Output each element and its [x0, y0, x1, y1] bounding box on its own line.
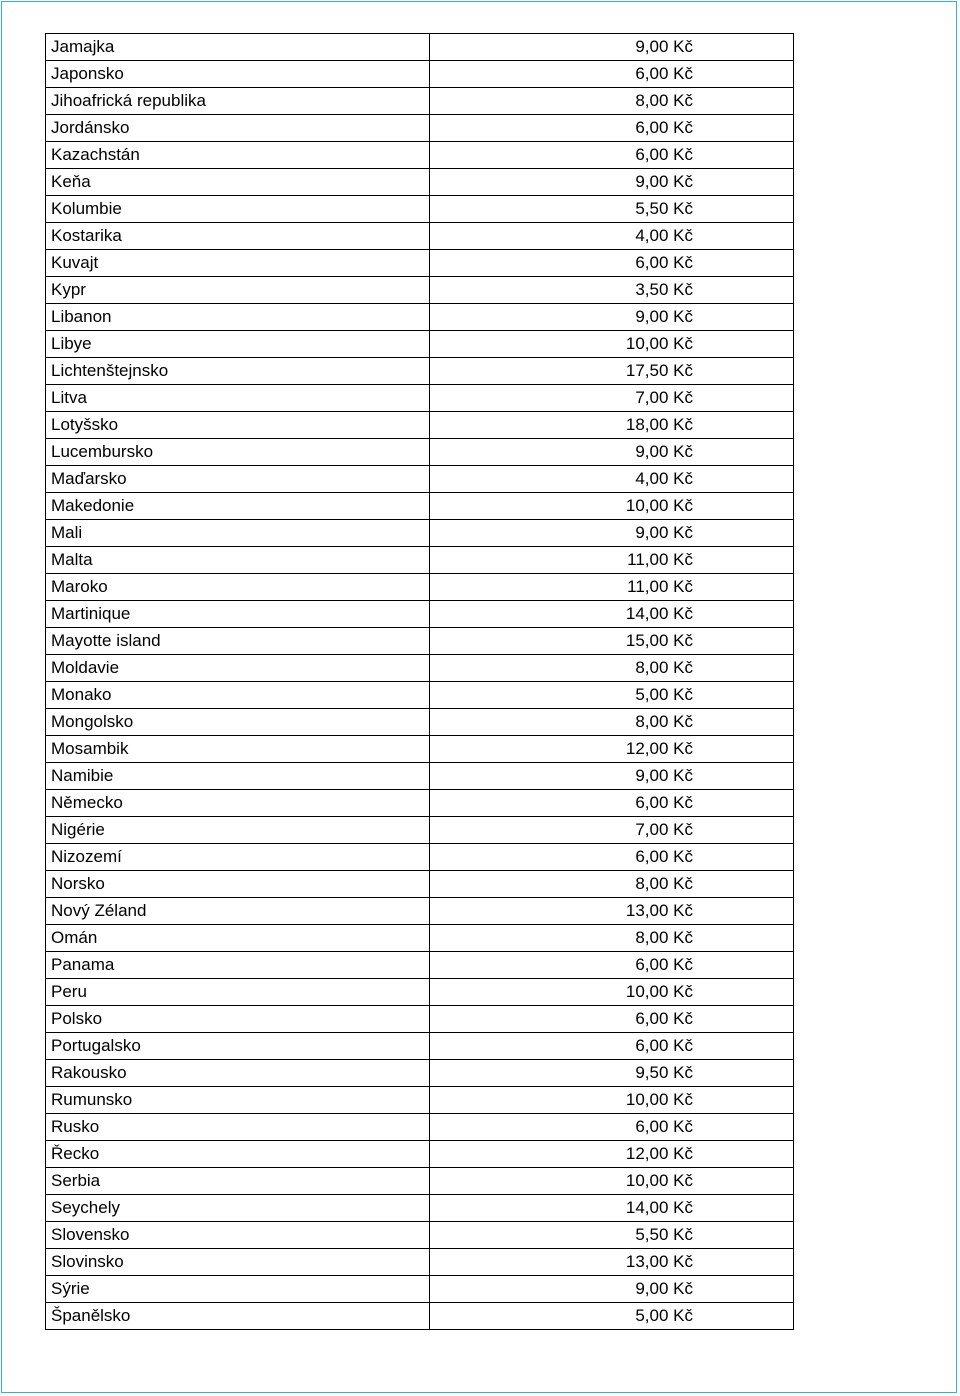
country-cell: Malta	[46, 547, 430, 574]
country-cell: Rumunsko	[46, 1087, 430, 1114]
price-cell: 9,00 Kč	[430, 439, 794, 466]
table-row	[46, 1276, 794, 1303]
country-cell: Serbia	[46, 1168, 430, 1195]
table-row	[46, 412, 794, 439]
table-row	[46, 979, 794, 1006]
price-cell: 10,00 Kč	[430, 979, 794, 1006]
table-row	[46, 358, 794, 385]
table-row	[46, 142, 794, 169]
price-cell: 14,00 Kč	[430, 1195, 794, 1222]
table-row	[46, 1114, 794, 1141]
table-row	[46, 628, 794, 655]
price-cell: 17,50 Kč	[430, 358, 794, 385]
table-row	[46, 1033, 794, 1060]
country-cell: Lotyšsko	[46, 412, 430, 439]
table-row	[46, 1060, 794, 1087]
price-cell: 6,00 Kč	[430, 1114, 794, 1141]
country-cell: Omán	[46, 925, 430, 952]
table-row	[46, 817, 794, 844]
country-cell: Rakousko	[46, 1060, 430, 1087]
price-cell: 15,00 Kč	[430, 628, 794, 655]
country-cell: Seychely	[46, 1195, 430, 1222]
country-cell: Německo	[46, 790, 430, 817]
price-cell: 11,00 Kč	[430, 547, 794, 574]
country-cell: Mosambik	[46, 736, 430, 763]
country-cell: Rusko	[46, 1114, 430, 1141]
country-cell: Kostarika	[46, 223, 430, 250]
country-cell: Makedonie	[46, 493, 430, 520]
table-row	[46, 304, 794, 331]
table-row	[46, 493, 794, 520]
table-row	[46, 1168, 794, 1195]
price-cell: 4,00 Kč	[430, 223, 794, 250]
country-cell: Norsko	[46, 871, 430, 898]
country-cell: Jamajka	[46, 34, 430, 61]
table-row	[46, 1195, 794, 1222]
price-cell: 6,00 Kč	[430, 1033, 794, 1060]
price-cell: 12,00 Kč	[430, 736, 794, 763]
price-cell: 8,00 Kč	[430, 709, 794, 736]
country-cell: Kuvajt	[46, 250, 430, 277]
price-cell: 6,00 Kč	[430, 790, 794, 817]
table-row	[46, 844, 794, 871]
price-table-body	[46, 34, 794, 1330]
country-cell: Jihoafrická republika	[46, 88, 430, 115]
country-cell: Polsko	[46, 1006, 430, 1033]
price-cell: 7,00 Kč	[430, 385, 794, 412]
table-row	[46, 736, 794, 763]
table-row	[46, 331, 794, 358]
table-row	[46, 223, 794, 250]
price-cell: 7,00 Kč	[430, 817, 794, 844]
table-row	[46, 952, 794, 979]
table-row	[46, 277, 794, 304]
price-cell: 10,00 Kč	[430, 1168, 794, 1195]
country-cell: Španělsko	[46, 1303, 430, 1330]
price-cell: 6,00 Kč	[430, 250, 794, 277]
country-cell: Martinique	[46, 601, 430, 628]
table-row	[46, 871, 794, 898]
table-row	[46, 520, 794, 547]
country-cell: Libanon	[46, 304, 430, 331]
price-cell: 5,00 Kč	[430, 682, 794, 709]
price-cell: 10,00 Kč	[430, 331, 794, 358]
country-cell: Kypr	[46, 277, 430, 304]
price-cell: 8,00 Kč	[430, 871, 794, 898]
price-cell: 8,00 Kč	[430, 88, 794, 115]
country-cell: Nizozemí	[46, 844, 430, 871]
country-cell: Libye	[46, 331, 430, 358]
table-row	[46, 169, 794, 196]
price-cell: 10,00 Kč	[430, 493, 794, 520]
country-cell: Japonsko	[46, 61, 430, 88]
table-row	[46, 1249, 794, 1276]
price-cell: 10,00 Kč	[430, 1087, 794, 1114]
country-cell: Moldavie	[46, 655, 430, 682]
price-cell: 9,00 Kč	[430, 763, 794, 790]
table-row	[46, 682, 794, 709]
country-cell: Mayotte island	[46, 628, 430, 655]
table-row	[46, 898, 794, 925]
country-cell: Maďarsko	[46, 466, 430, 493]
country-cell: Litva	[46, 385, 430, 412]
country-cell: Lichtenštejnsko	[46, 358, 430, 385]
table-row	[46, 196, 794, 223]
price-cell: 6,00 Kč	[430, 952, 794, 979]
country-cell: Kolumbie	[46, 196, 430, 223]
price-cell: 5,50 Kč	[430, 196, 794, 223]
country-cell: Slovensko	[46, 1222, 430, 1249]
country-cell: Panama	[46, 952, 430, 979]
table-row	[46, 1303, 794, 1330]
country-cell: Řecko	[46, 1141, 430, 1168]
table-row	[46, 466, 794, 493]
price-cell: 9,00 Kč	[430, 34, 794, 61]
price-cell: 6,00 Kč	[430, 61, 794, 88]
table-row	[46, 88, 794, 115]
table-row	[46, 1087, 794, 1114]
country-cell: Mali	[46, 520, 430, 547]
country-cell: Peru	[46, 979, 430, 1006]
price-cell: 6,00 Kč	[430, 115, 794, 142]
table-row	[46, 1222, 794, 1249]
price-cell: 6,00 Kč	[430, 844, 794, 871]
table-row	[46, 115, 794, 142]
country-cell: Slovinsko	[46, 1249, 430, 1276]
price-cell: 9,00 Kč	[430, 304, 794, 331]
country-cell: Jordánsko	[46, 115, 430, 142]
table-row	[46, 34, 794, 61]
table-row	[46, 709, 794, 736]
country-cell: Lucembursko	[46, 439, 430, 466]
price-cell: 13,00 Kč	[430, 898, 794, 925]
table-row	[46, 655, 794, 682]
price-cell: 18,00 Kč	[430, 412, 794, 439]
price-cell: 12,00 Kč	[430, 1141, 794, 1168]
country-cell: Keňa	[46, 169, 430, 196]
table-row	[46, 439, 794, 466]
table-row	[46, 250, 794, 277]
country-cell: Sýrie	[46, 1276, 430, 1303]
table-row	[46, 925, 794, 952]
price-cell: 8,00 Kč	[430, 925, 794, 952]
country-cell: Nový Zéland	[46, 898, 430, 925]
table-row	[46, 763, 794, 790]
table-row	[46, 1141, 794, 1168]
country-cell: Nigérie	[46, 817, 430, 844]
price-cell: 6,00 Kč	[430, 142, 794, 169]
price-cell: 6,00 Kč	[430, 1006, 794, 1033]
price-cell: 4,00 Kč	[430, 466, 794, 493]
price-cell: 14,00 Kč	[430, 601, 794, 628]
price-cell: 3,50 Kč	[430, 277, 794, 304]
price-cell: 8,00 Kč	[430, 655, 794, 682]
price-cell: 9,00 Kč	[430, 520, 794, 547]
price-cell: 11,00 Kč	[430, 574, 794, 601]
table-row	[46, 61, 794, 88]
price-cell: 9,00 Kč	[430, 1276, 794, 1303]
price-cell: 9,50 Kč	[430, 1060, 794, 1087]
price-cell: 5,50 Kč	[430, 1222, 794, 1249]
price-cell: 9,00 Kč	[430, 169, 794, 196]
country-cell: Monako	[46, 682, 430, 709]
price-table	[45, 33, 794, 1330]
country-cell: Maroko	[46, 574, 430, 601]
country-cell: Kazachstán	[46, 142, 430, 169]
country-cell: Namibie	[46, 763, 430, 790]
table-row	[46, 385, 794, 412]
table-row	[46, 1006, 794, 1033]
country-cell: Mongolsko	[46, 709, 430, 736]
price-cell: 13,00 Kč	[430, 1249, 794, 1276]
table-row	[46, 601, 794, 628]
table-row	[46, 790, 794, 817]
table-row	[46, 574, 794, 601]
country-cell: Portugalsko	[46, 1033, 430, 1060]
table-row	[46, 547, 794, 574]
price-cell: 5,00 Kč	[430, 1303, 794, 1330]
